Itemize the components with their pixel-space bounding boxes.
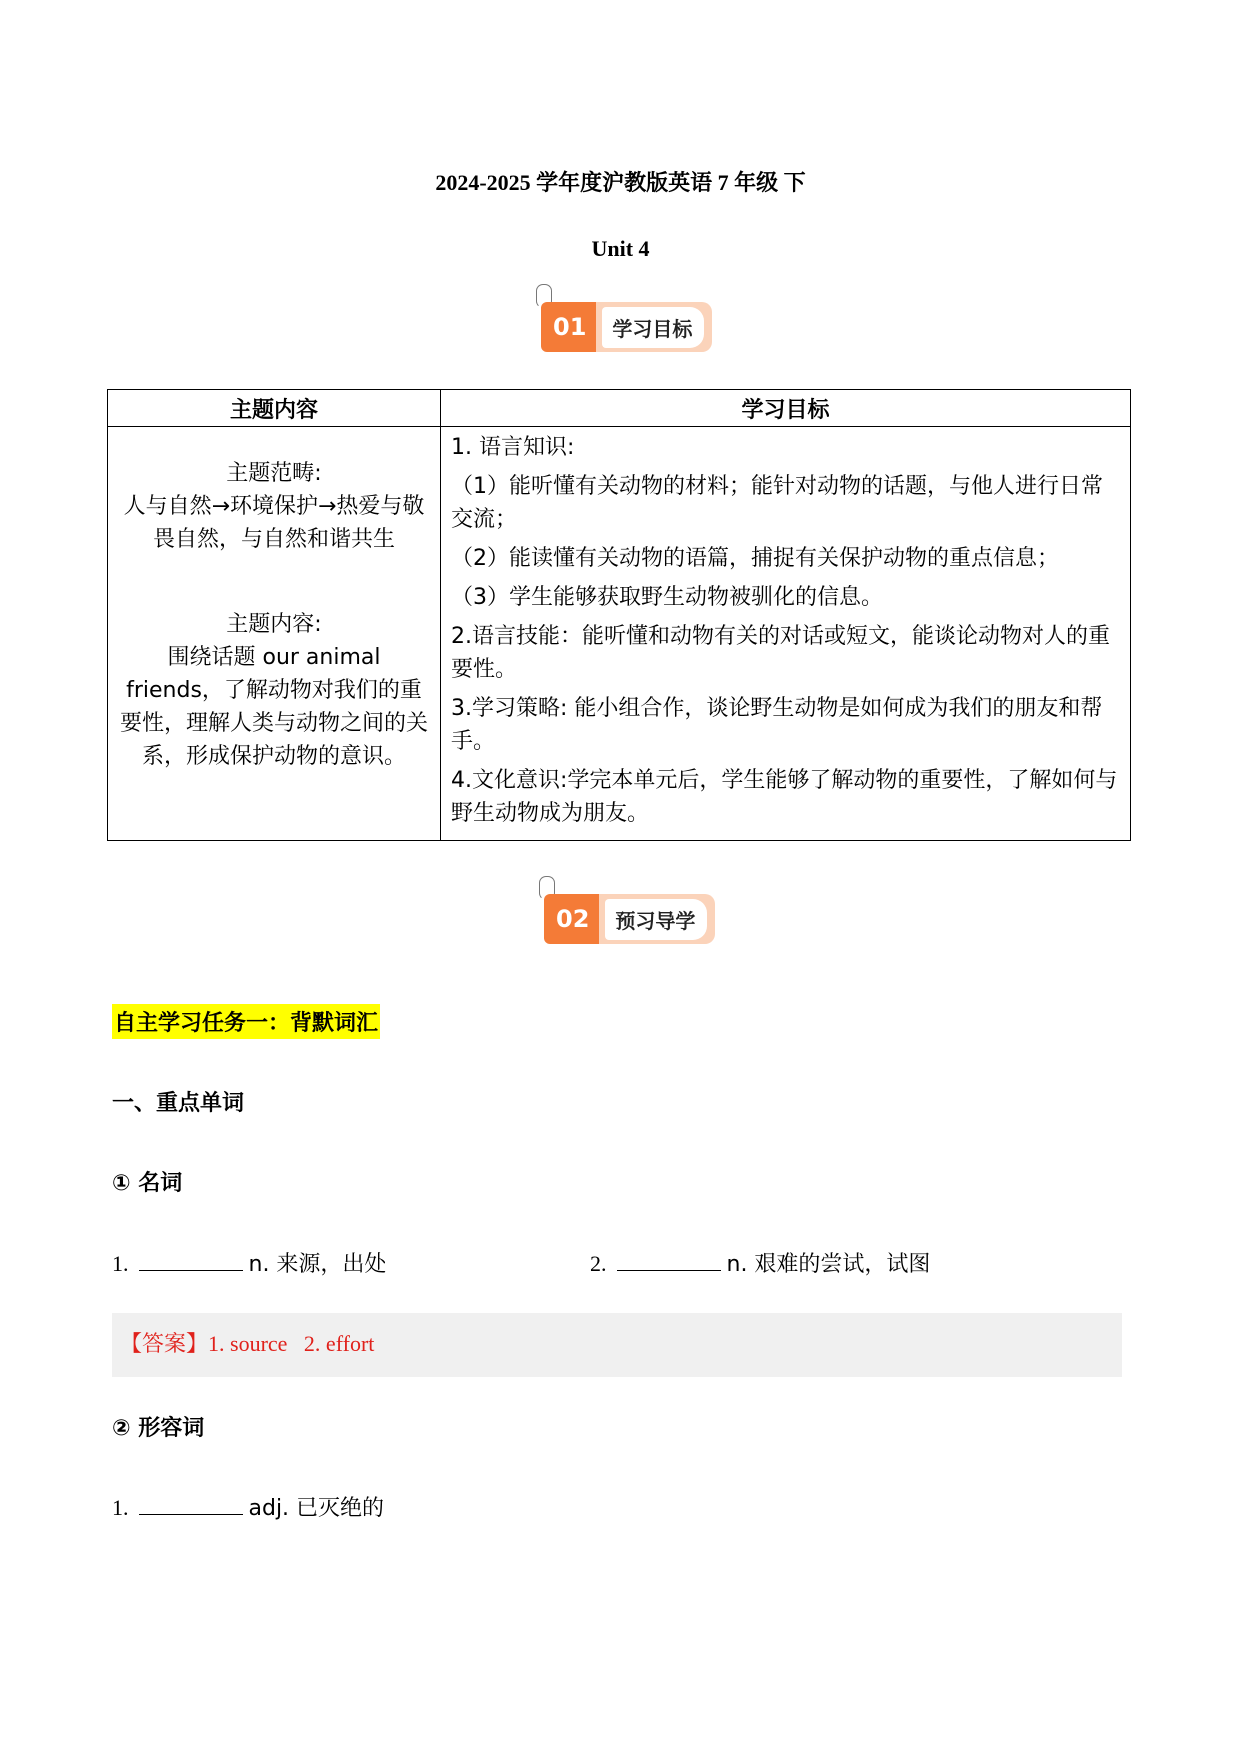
- nouns-heading: ① 名词: [112, 1171, 183, 1196]
- vocab-item-adj-1: [112, 1491, 384, 1522]
- badge-label: 预习导学: [605, 899, 707, 940]
- item-definition: adj. 已灭绝的: [248, 1496, 385, 1521]
- adjectives-heading: ② 形容词: [112, 1416, 205, 1441]
- answer-blank[interactable]: [139, 1494, 243, 1515]
- theme-scope-label: 主题范畴:: [226, 461, 322, 486]
- column-header-objectives: 学习目标: [441, 390, 1131, 427]
- column-header-theme: 主题内容: [108, 390, 441, 427]
- badge-label: 学习目标: [602, 307, 704, 348]
- item-number: 1.: [112, 1251, 129, 1276]
- item-definition: n. 来源，出处: [248, 1252, 387, 1277]
- objective-item: 1. 语言知识:: [451, 435, 575, 460]
- item-definition: n. 艰难的尝试，试图: [726, 1252, 931, 1277]
- badge-number: 02: [544, 894, 599, 944]
- objective-item: （1）能听懂有关动物的材料；能针对动物的话题，与他人进行日常交流；: [451, 474, 1103, 532]
- theme-content-label: 主题内容:: [226, 612, 322, 637]
- objective-item: （2）能读懂有关动物的语篇，捕捉有关保护动物的重点信息；: [451, 546, 1059, 571]
- vocab-item-noun-1: [112, 1247, 386, 1278]
- objective-item: （3）学生能够获取野生动物被驯化的信息。: [451, 585, 883, 610]
- answer-text: [120, 1327, 374, 1358]
- section-badge-preview: [544, 894, 715, 944]
- badge-number: 01: [541, 302, 596, 352]
- task-heading: 自主学习任务一：背默词汇: [112, 1004, 380, 1039]
- objectives-cell: [441, 427, 1131, 841]
- theme-scope-text: 人与自然→环境保护→热爱与敬畏自然，与自然和谐共生: [123, 494, 425, 552]
- table-row: [108, 427, 1131, 841]
- answer-value: 1. source 2. effort: [208, 1331, 375, 1356]
- section-badge-objectives: [541, 302, 712, 352]
- objectives-table: [107, 389, 1131, 841]
- unit-title: Unit 4: [591, 236, 650, 261]
- objective-item: 4.文化意识:学完本单元后，学生能够了解动物的重要性，了解如何与野生动物成为朋友。: [451, 768, 1118, 826]
- objective-item: 3.学习策略: 能小组合作，谈论野生动物是如何成为我们的朋友和帮手。: [451, 696, 1103, 754]
- theme-content-text: 围绕话题 our animal friends，了解动物对我们的重要性，理解人类与动物之间的关系，形成保护动物的意识。: [119, 645, 428, 769]
- item-number: 1.: [112, 1495, 129, 1520]
- section-heading: 一、重点单词: [112, 1091, 245, 1116]
- vocab-item-noun-2: [590, 1247, 930, 1278]
- answer-label: 【答案】: [120, 1332, 209, 1357]
- objective-item: 2.语言技能：能听懂和动物有关的对话或短文，能谈论动物对人的重要性。: [451, 624, 1110, 682]
- table-header-row: [108, 390, 1131, 427]
- item-number: 2.: [590, 1251, 607, 1276]
- answer-blank[interactable]: [617, 1250, 721, 1271]
- badge-label-frame: [599, 894, 715, 944]
- badge-label-frame: [596, 302, 712, 352]
- answer-blank[interactable]: [139, 1250, 243, 1271]
- document-title: 2024-2025 学年度沪教版英语 7 年级 下: [435, 170, 806, 195]
- theme-cell: [108, 427, 441, 841]
